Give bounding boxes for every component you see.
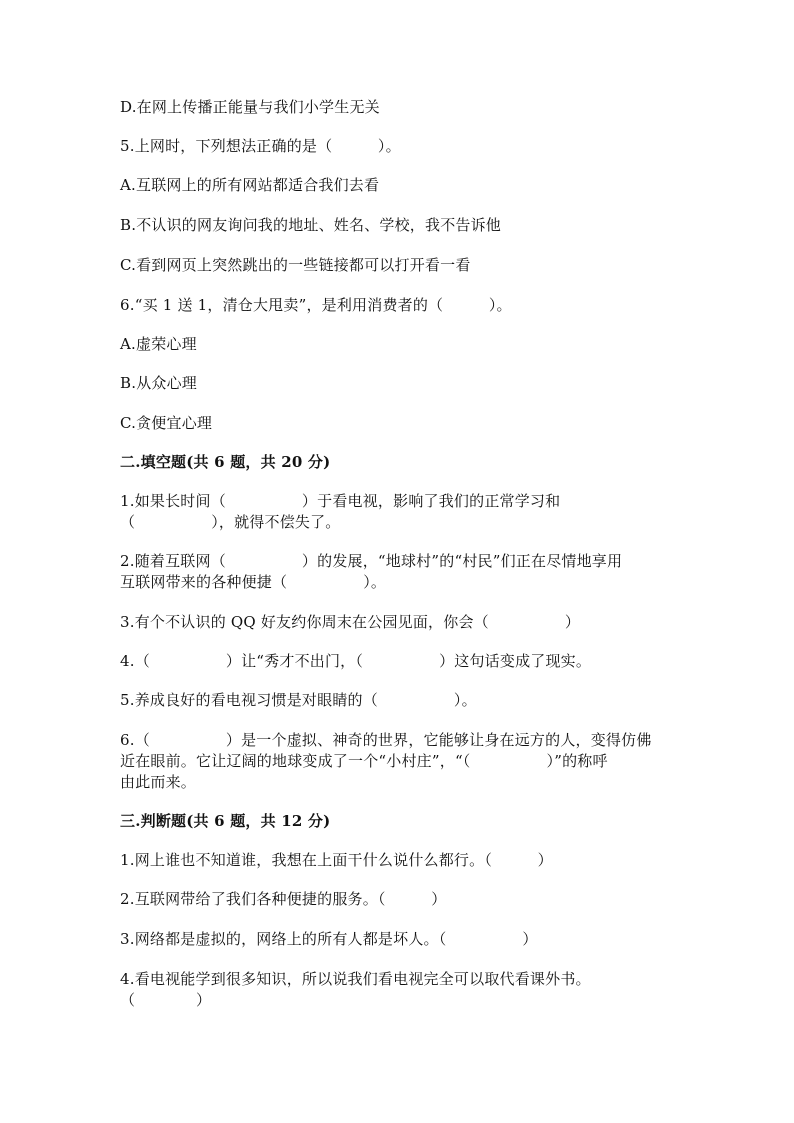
fill-question-6-line-3: 由此而来。	[120, 773, 197, 791]
fill-question-6-line-1: 6.（ ）是一个虚拟、神奇的世界，它能够让身在远方的人，变得仿佛	[120, 731, 652, 749]
judge-question-3: 3.网络都是虚拟的，网络上的所有人都是坏人。（ ）	[120, 930, 538, 948]
option-4d: D.在网上传播正能量与我们小学生无关	[120, 98, 380, 116]
fill-question-4: 4.（ ）让“秀才不出门，（ ）这句话变成了现实。	[120, 652, 592, 670]
option-6c: C.贪便宜心理	[120, 414, 213, 432]
option-5c: C.看到网页上突然跳出的一些链接都可以打开看一看	[120, 256, 471, 274]
question-6: 6.“买 1 送 1，清仓大甩卖”，是利用消费者的（ ）。	[120, 296, 512, 314]
fill-question-2-line-1: 2.随着互联网（ ）的发展，“地球村”的“村民”们正在尽情地享用	[120, 552, 623, 570]
judge-question-4-line-2: （ ）	[120, 991, 212, 1009]
section-heading-true-false: 三.判断题(共 6 题，共 12 分)	[120, 812, 331, 830]
fill-question-3: 3.有个不认识的 QQ 好友约你周末在公园见面，你会（ ）	[120, 613, 581, 631]
fill-question-2-line-2: 互联网带来的各种便捷（ ）。	[120, 573, 387, 591]
option-6b: B.从众心理	[120, 374, 197, 392]
judge-question-4-line-1: 4.看电视能学到很多知识，所以说我们看电视完全可以取代看课外书。	[120, 970, 591, 988]
judge-question-1: 1.网上谁也不知道谁，我想在上面干什么说什么都行。（ ）	[120, 851, 553, 869]
question-5: 5.上网时，下列想法正确的是（ ）。	[120, 137, 401, 155]
fill-question-6-line-2: 近在眼前。它让辽阔的地球变成了一个“小村庄”，“（ ）”的称呼	[120, 752, 608, 770]
option-6a: A.虚荣心理	[120, 335, 197, 353]
section-heading-fill-blank: 二.填空题(共 6 题，共 20 分)	[120, 453, 331, 471]
fill-question-5: 5.养成良好的看电视习惯是对眼睛的（ ）。	[120, 691, 477, 709]
fill-question-1-line-2: （ ），就得不偿失了。	[120, 513, 341, 531]
option-5a: A.互联网上的所有网站都适合我们去看	[120, 176, 380, 194]
fill-question-1-line-1: 1.如果长时间（ ）于看电视，影响了我们的正常学习和	[120, 492, 561, 510]
judge-question-2: 2.互联网带给了我们各种便捷的服务。（ ）	[120, 890, 447, 908]
option-5b: B.不认识的网友询问我的地址、姓名、学校，我不告诉他	[120, 216, 501, 234]
